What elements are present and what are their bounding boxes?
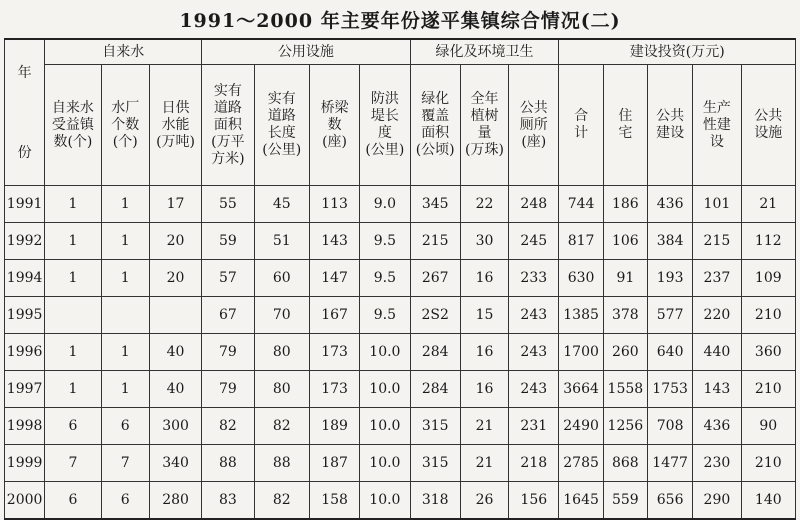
year-cell: 1996 (5, 334, 45, 371)
table-cell: 1700 (559, 334, 603, 371)
table-cell: 284 (410, 334, 460, 371)
table-cell: 173 (309, 371, 359, 408)
table-cell: 30 (460, 223, 508, 260)
table-cell: 436 (693, 408, 741, 445)
table-cell: 243 (509, 297, 559, 334)
column-header: 公共 厕所 (座) (509, 65, 559, 186)
table-cell: 186 (603, 186, 647, 223)
table-cell: 113 (309, 186, 359, 223)
table-cell: 210 (741, 371, 795, 408)
year-cell: 1995 (5, 297, 45, 334)
table-cell: 378 (603, 297, 647, 334)
table-cell: 360 (741, 334, 795, 371)
table-cell: 245 (509, 223, 559, 260)
table-cell: 630 (559, 260, 603, 297)
table-cell: 88 (254, 445, 309, 482)
table-cell: 215 (410, 223, 460, 260)
table-cell: 51 (254, 223, 309, 260)
table-cell: 230 (693, 445, 741, 482)
table-cell: 6 (45, 482, 101, 520)
table-cell: 10.0 (360, 482, 410, 520)
table-cell: 140 (741, 482, 795, 520)
year-cell: 1997 (5, 371, 45, 408)
column-header: 日供 水能 (万吨) (149, 65, 201, 186)
year-header: 年 份 (5, 39, 45, 186)
table-cell: 577 (647, 297, 692, 334)
table-cell: 2490 (559, 408, 603, 445)
table-row (5, 297, 796, 334)
table-cell: 280 (149, 482, 201, 520)
table-cell: 1 (101, 223, 149, 260)
table-row (5, 445, 796, 482)
table-cell: 10.0 (360, 408, 410, 445)
table-cell: 143 (693, 371, 741, 408)
table-cell: 1645 (559, 482, 603, 520)
table-cell: 290 (693, 482, 741, 520)
table-row (5, 223, 796, 260)
table-cell: 106 (603, 223, 647, 260)
table-cell: 340 (149, 445, 201, 482)
table-row (5, 186, 796, 223)
table-cell: 20 (149, 260, 201, 297)
table-cell: 156 (509, 482, 559, 520)
table-cell: 79 (202, 371, 254, 408)
year-cell: 1998 (5, 408, 45, 445)
table-cell: 20 (149, 223, 201, 260)
header-column-row (5, 65, 796, 186)
column-header: 公共 设施 (741, 65, 795, 186)
table-cell: 45 (254, 186, 309, 223)
table-cell: 708 (647, 408, 692, 445)
table-cell: 57 (202, 260, 254, 297)
table-cell: 868 (603, 445, 647, 482)
table-cell: 109 (741, 260, 795, 297)
year-cell: 1992 (5, 223, 45, 260)
table-cell: 210 (741, 297, 795, 334)
column-header: 防洪 堤长 度 (公里) (360, 65, 410, 186)
header-group-row (5, 39, 796, 65)
year-cell: 1994 (5, 260, 45, 297)
table-cell: 60 (254, 260, 309, 297)
table-cell: 7 (45, 445, 101, 482)
year-cell: 1991 (5, 186, 45, 223)
table-cell: 26 (460, 482, 508, 520)
table-cell: 88 (202, 445, 254, 482)
table-cell: 318 (410, 482, 460, 520)
table-cell: 21 (460, 408, 508, 445)
table-cell (101, 297, 149, 334)
table-cell: 237 (693, 260, 741, 297)
table-cell: 1 (45, 223, 101, 260)
column-header: 实有 道路 面积 (万平 方米) (202, 65, 254, 186)
table-cell: 55 (202, 186, 254, 223)
year-cell: 2000 (5, 482, 45, 520)
table-cell: 559 (603, 482, 647, 520)
table-cell: 82 (254, 482, 309, 520)
column-header: 合 计 (559, 65, 603, 186)
table-cell: 220 (693, 297, 741, 334)
table-cell: 167 (309, 297, 359, 334)
table-cell: 82 (254, 408, 309, 445)
table-cell: 248 (509, 186, 559, 223)
table-cell: 345 (410, 186, 460, 223)
column-header: 水厂 个数 (个) (101, 65, 149, 186)
table-cell: 70 (254, 297, 309, 334)
table-cell: 1 (101, 186, 149, 223)
table-cell: 7 (101, 445, 149, 482)
table-cell: 1477 (647, 445, 692, 482)
table-cell: 158 (309, 482, 359, 520)
table-cell: 2785 (559, 445, 603, 482)
table-cell: 231 (509, 408, 559, 445)
table-cell: 16 (460, 371, 508, 408)
table-cell: 2S2 (410, 297, 460, 334)
table-cell: 6 (45, 408, 101, 445)
table-cell: 284 (410, 371, 460, 408)
table-cell: 1 (45, 371, 101, 408)
table-cell: 300 (149, 408, 201, 445)
table-row (5, 260, 796, 297)
column-header: 自来水 受益镇 数(个) (45, 65, 101, 186)
table-cell: 243 (509, 334, 559, 371)
table-cell: 10.0 (360, 445, 410, 482)
table-cell (45, 297, 101, 334)
table-cell: 187 (309, 445, 359, 482)
column-header: 住 宅 (603, 65, 647, 186)
table-cell: 17 (149, 186, 201, 223)
table-cell: 233 (509, 260, 559, 297)
data-table (4, 38, 796, 520)
table-cell: 90 (741, 408, 795, 445)
table-cell: 80 (254, 371, 309, 408)
group-header-water: 自来水 (45, 39, 202, 65)
table-cell: 215 (693, 223, 741, 260)
table-cell: 1256 (603, 408, 647, 445)
column-header: 公共 建设 (647, 65, 692, 186)
table-cell: 640 (647, 334, 692, 371)
table-row (5, 482, 796, 520)
table-cell: 101 (693, 186, 741, 223)
table-cell: 9.5 (360, 297, 410, 334)
table-cell: 16 (460, 260, 508, 297)
table-cell: 1753 (647, 371, 692, 408)
table-cell: 1 (101, 371, 149, 408)
table-cell: 9.0 (360, 186, 410, 223)
table-cell: 79 (202, 334, 254, 371)
column-header: 生产 性建 设 (693, 65, 741, 186)
page-title: 1991～2000 年主要年份遂平集镇综合情况(二) (179, 10, 621, 32)
table-cell: 10.0 (360, 334, 410, 371)
table-cell: 315 (410, 445, 460, 482)
table-cell: 59 (202, 223, 254, 260)
year-cell: 1999 (5, 445, 45, 482)
table-cell (149, 297, 201, 334)
table-cell: 112 (741, 223, 795, 260)
table-cell: 210 (741, 445, 795, 482)
table-row (5, 371, 796, 408)
table-cell: 315 (410, 408, 460, 445)
table-cell: 10.0 (360, 371, 410, 408)
table-cell: 1 (45, 334, 101, 371)
table-cell: 9.5 (360, 223, 410, 260)
table-cell: 147 (309, 260, 359, 297)
table-cell: 9.5 (360, 260, 410, 297)
column-header: 桥梁 数 (座) (309, 65, 359, 186)
table-cell: 1558 (603, 371, 647, 408)
table-cell: 1385 (559, 297, 603, 334)
table-cell: 1 (101, 334, 149, 371)
table-cell: 384 (647, 223, 692, 260)
table-cell: 189 (309, 408, 359, 445)
table-cell: 218 (509, 445, 559, 482)
table-cell: 436 (647, 186, 692, 223)
table-body (5, 186, 796, 520)
table-cell: 193 (647, 260, 692, 297)
table-cell: 1 (45, 186, 101, 223)
table-row (5, 408, 796, 445)
table-cell: 21 (741, 186, 795, 223)
table-cell: 143 (309, 223, 359, 260)
table-cell: 80 (254, 334, 309, 371)
group-header-investment: 建设投资(万元) (559, 39, 796, 65)
table-header (5, 39, 796, 186)
table-cell: 173 (309, 334, 359, 371)
table-cell: 440 (693, 334, 741, 371)
group-header-greening: 绿化及环境卫生 (410, 39, 559, 65)
column-header: 全年 植树 量 (万珠) (460, 65, 508, 186)
table-cell: 83 (202, 482, 254, 520)
table-cell: 6 (101, 408, 149, 445)
table-cell: 22 (460, 186, 508, 223)
table-cell: 91 (603, 260, 647, 297)
table-cell: 6 (101, 482, 149, 520)
table-cell: 267 (410, 260, 460, 297)
table-cell: 40 (149, 371, 201, 408)
column-header: 绿化 覆盖 面积 (公顷) (410, 65, 460, 186)
table-cell: 744 (559, 186, 603, 223)
table-cell: 1 (101, 260, 149, 297)
table-cell: 67 (202, 297, 254, 334)
group-header-public-facilities: 公用设施 (202, 39, 410, 65)
table-cell: 21 (460, 445, 508, 482)
table-cell: 656 (647, 482, 692, 520)
table-cell: 817 (559, 223, 603, 260)
table-cell: 3664 (559, 371, 603, 408)
table-cell: 16 (460, 334, 508, 371)
table-row (5, 334, 796, 371)
column-header: 实有 道路 长度 (公里) (254, 65, 309, 186)
table-cell: 15 (460, 297, 508, 334)
table-cell: 40 (149, 334, 201, 371)
table-cell: 243 (509, 371, 559, 408)
table-cell: 1 (45, 260, 101, 297)
table-cell: 82 (202, 408, 254, 445)
table-cell: 260 (603, 334, 647, 371)
